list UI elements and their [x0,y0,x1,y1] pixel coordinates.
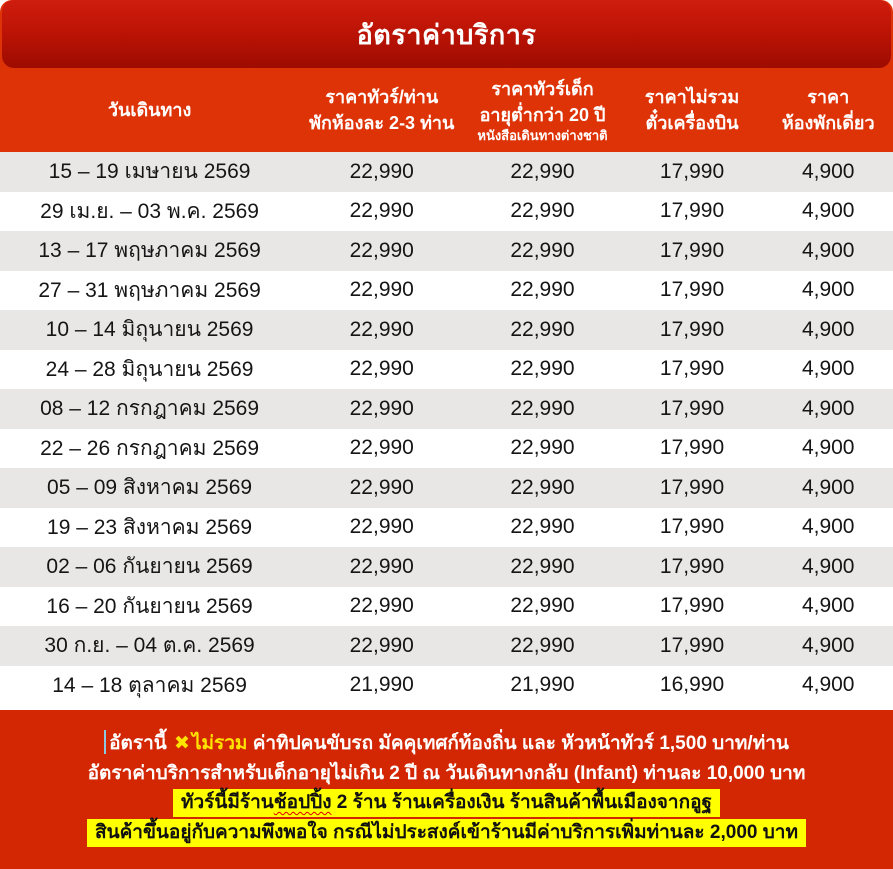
footer-notes [0,710,893,869]
top-section [0,0,893,152]
table-row [0,231,893,271]
table-row [0,152,893,192]
row-adult-price-cell: 22,990 [349,594,414,618]
row-adult-price-cell: 21,990 [349,673,414,697]
table-row [0,547,893,587]
row-child-price-cell: 22,990 [510,436,575,460]
row-child-price-cell: 22,990 [510,159,575,183]
header-departure-date [0,97,299,123]
row-adult-price-cell: 22,990 [349,554,414,578]
header-departure-date-label: วันเดินทาง [107,99,192,120]
page-title: อัตราค่าบริการ [356,19,537,50]
header-single-room-price: ราคา ห้องพักเดี่ยว [781,86,875,133]
table-row [0,468,893,508]
row-date-cell: 27 – 31 พฤษภาคม 2569 [38,278,261,302]
row-single-room-price-cell: 4,900 [801,436,855,460]
row-date-cell: 10 – 14 มิถุนายน 2569 [45,318,254,342]
row-child-price-cell: 22,990 [510,317,575,341]
table-row [0,271,893,311]
table-row [0,666,893,706]
row-child-price-cell: 22,990 [510,199,575,223]
row-adult-price-cell: 22,990 [349,317,414,341]
row-child-price-cell: 21,990 [510,673,575,697]
table-row [0,350,893,390]
row-adult-price-cell: 22,990 [349,357,414,381]
row-child-price-cell: 22,990 [510,278,575,302]
header-no-flight-price: ราคาไม่รวม ตั๋วเครื่องบิน [644,86,740,133]
header-child-price: ราคาทัวร์เด็ก อายุต่ำกว่า 20 ปี หนังสือเดินทางต่างชาติ [464,76,620,144]
footer-not-included-label: ไม่รวม [191,733,248,754]
row-date-cell: 30 ก.ย. – 04 ต.ค. 2569 [44,634,255,658]
row-date-cell: 14 – 18 ตุลาคม 2569 [52,673,247,697]
row-date-cell: 24 – 28 มิถุนายน 2569 [45,357,254,381]
footer-note-shop-fee: สินค้าขึ้นอยู่กับความพึงพอใจ กรณีไม่ประสงค์เข้าร้านมีค่าบริการเพิ่มท่านละ 2,000 บาท [0,819,893,849]
row-adult-price-cell: 22,990 [349,278,414,302]
title-bar [2,0,891,68]
row-child-price-cell: 22,990 [510,633,575,657]
row-single-room-price-cell: 4,900 [801,317,855,341]
row-no-flight-price-cell: 17,990 [659,475,725,499]
row-no-flight-price-cell: 17,990 [659,594,725,618]
row-child-price-cell: 22,990 [510,238,575,262]
row-no-flight-price-cell: 16,990 [659,673,725,697]
row-single-room-price-cell: 4,900 [801,357,855,381]
table-row [0,508,893,548]
row-single-room-price-cell: 4,900 [801,673,855,697]
table-row [0,389,893,429]
row-no-flight-price-cell: 17,990 [659,317,725,341]
x-cross-icon: ✖ [174,733,190,754]
row-adult-price-cell: 22,990 [349,436,414,460]
row-single-room-price-cell: 4,900 [801,396,855,420]
row-child-price-cell: 22,990 [510,594,575,618]
footer-note-infant: อัตราค่าบริการสำหรับเด็กอายุไม่เกิน 2 ปี ณ วันเดินทางกลับ (Infant) ท่านละ 10,000 บาท [87,763,806,784]
table-row [0,429,893,469]
row-child-price-cell: 22,990 [510,475,575,499]
row-date-cell: 08 – 12 กรกฎาคม 2569 [40,397,260,421]
row-no-flight-price-cell: 17,990 [659,554,725,578]
row-date-cell: 19 – 23 สิงหาคม 2569 [47,515,253,539]
table-row [0,192,893,232]
row-date-cell: 22 – 26 กรกฎาคม 2569 [40,436,260,460]
header-adult-price: ราคาทัวร์/ท่าน พักห้องละ 2-3 ท่าน [309,86,455,133]
price-table-body [0,152,893,705]
row-adult-price-cell: 22,990 [349,199,414,223]
row-no-flight-price-cell: 17,990 [659,357,725,381]
row-adult-price-cell: 22,990 [349,396,414,420]
row-single-room-price-cell: 4,900 [801,475,855,499]
row-single-room-price-cell: 4,900 [801,515,855,539]
footer-note-tips: อัตรานี้ ✖ ไม่รวม ค่าทิปคนขับรถ มัคคุเทศก์ท้องถิ่น และ หัวหน้าทัวร์ 1,500 บาท/ท่าน [0,729,893,759]
text-caret-artifact [104,730,106,754]
row-no-flight-price-cell: 17,990 [659,396,725,420]
row-date-cell: 13 – 17 พฤษภาคม 2569 [38,239,261,263]
row-no-flight-price-cell: 17,990 [659,199,725,223]
row-child-price-cell: 22,990 [510,357,575,381]
row-adult-price-cell: 22,990 [349,475,414,499]
row-child-price-cell: 22,990 [510,515,575,539]
row-date-cell: 02 – 06 กันยายน 2569 [46,555,253,579]
footer-note-shops: ทัวร์นี้มีร้านช้อปปิ้ง 2 ร้าน ร้านเครื่องเงิน ร้านสินค้าพื้นเมืองจากอูฐ [0,789,893,819]
row-no-flight-price-cell: 17,990 [659,238,725,262]
table-row [0,587,893,627]
row-adult-price-cell: 22,990 [349,159,414,183]
row-single-room-price-cell: 4,900 [801,594,855,618]
misspelled-word: ช้อปปิ้ง [273,792,332,813]
row-single-room-price-cell: 4,900 [801,554,855,578]
table-row [0,310,893,350]
row-no-flight-price-cell: 17,990 [659,278,725,302]
row-single-room-price-cell: 4,900 [801,278,855,302]
row-date-cell: 29 เม.ย. – 03 พ.ค. 2569 [40,199,259,223]
row-date-cell: 16 – 20 กันยายน 2569 [46,594,253,618]
row-child-price-cell: 22,990 [510,396,575,420]
row-child-price-cell: 22,990 [510,554,575,578]
row-adult-price-cell: 22,990 [349,238,414,262]
row-single-room-price-cell: 4,900 [801,238,855,262]
row-date-cell: 05 – 09 สิงหาคม 2569 [47,476,253,500]
row-adult-price-cell: 22,990 [349,515,414,539]
row-no-flight-price-cell: 17,990 [659,515,725,539]
row-no-flight-price-cell: 17,990 [659,436,725,460]
row-no-flight-price-cell: 17,990 [659,633,725,657]
row-date-cell: 15 – 19 เมษายน 2569 [48,160,251,184]
table-row [0,626,893,666]
row-no-flight-price-cell: 17,990 [659,159,725,183]
row-single-room-price-cell: 4,900 [801,199,855,223]
row-adult-price-cell: 22,990 [349,633,414,657]
row-single-room-price-cell: 4,900 [801,159,855,183]
header-child-price-subnote: หนังสือเดินทางต่างชาติ [477,128,608,144]
row-single-room-price-cell: 4,900 [801,633,855,657]
table-header-row [0,68,893,152]
